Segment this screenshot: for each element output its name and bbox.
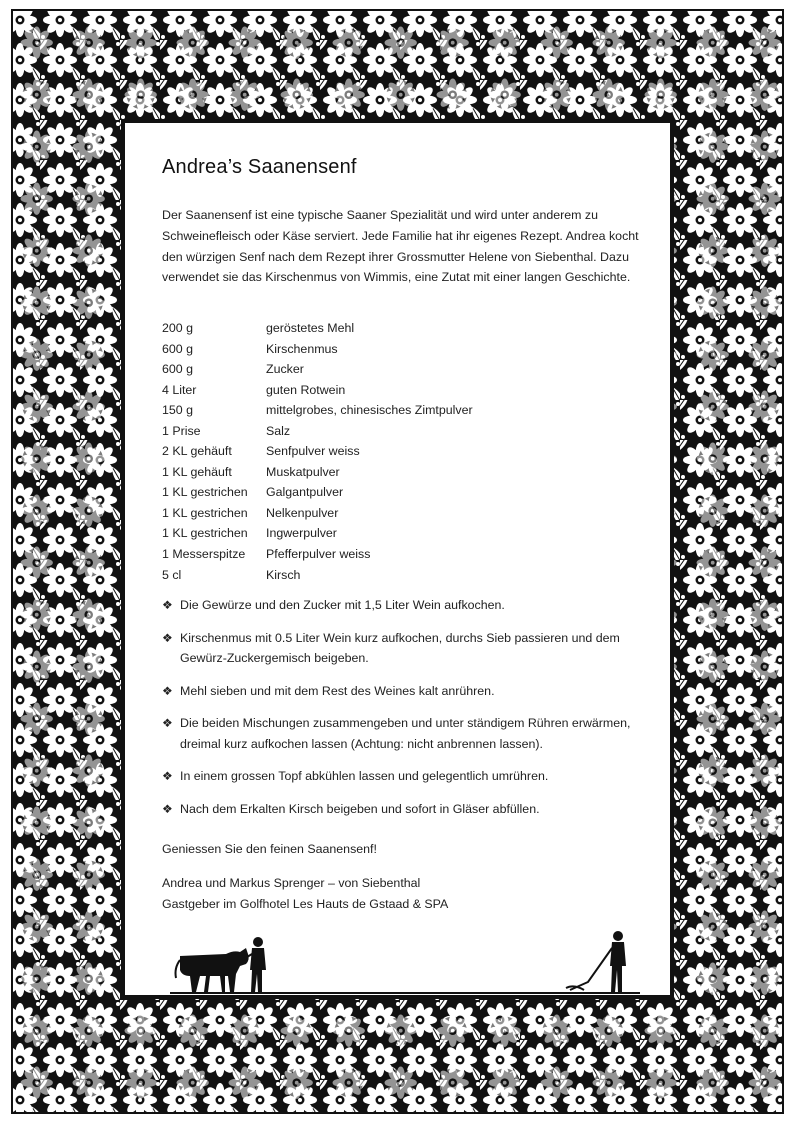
diamond-bullet-icon: ❖: [162, 801, 173, 816]
ingredient-name: Ingwerpulver: [266, 526, 337, 541]
ingredient-name: Kirschenmus: [266, 341, 338, 356]
ingredient-amount: 600 g: [162, 362, 194, 377]
diamond-bullet-icon: ❖: [162, 683, 173, 698]
ingredient-name: guten Rotwein: [266, 382, 346, 397]
ingredient-amount: 1 Messerspitze: [162, 547, 246, 562]
ingredient-row: [162, 421, 642, 442]
ingredient-name: Muskatpulver: [266, 464, 340, 479]
ingredient-row: [162, 380, 642, 401]
step-item: [162, 766, 642, 787]
ingredient-amount: 2 KL gehäuft: [162, 444, 232, 459]
ingredient-row: [162, 503, 642, 524]
ingredient-row: [162, 359, 642, 380]
ingredient-name: Kirsch: [266, 567, 301, 582]
step-list: [162, 595, 642, 831]
ingredient-row: [162, 339, 642, 360]
recipe-title: Andrea’s Saanensenf: [162, 156, 357, 178]
signature-hotel: Gastgeber im Golfhotel Les Hauts de Gstaad & SPA: [162, 897, 449, 911]
step-text: Kirschenmus mit 0.5 Liter Wein kurz aufkochen, durchs Sieb passieren und dem Gewürz-Zuckergemisch beigeben.: [180, 630, 620, 665]
step-item: [162, 713, 642, 754]
step-text: Die Gewürze und den Zucker mit 1,5 Liter Wein aufkochen.: [180, 598, 505, 612]
ingredient-name: Senfpulver weiss: [266, 444, 360, 459]
ingredient-list: [162, 318, 642, 585]
ingredient-row: [162, 565, 642, 586]
step-item: [162, 595, 642, 616]
signature-names: Andrea und Markus Sprenger – von Siebenthal: [162, 876, 421, 890]
ingredient-name: Nelkenpulver: [266, 505, 339, 520]
ingredient-name: mittelgrobes, chinesisches Zimtpulver: [266, 403, 473, 418]
diamond-bullet-icon: ❖: [162, 716, 173, 730]
ingredient-row: [162, 544, 642, 565]
diamond-bullet-icon: ❖: [162, 630, 173, 645]
diamond-bullet-icon: ❖: [162, 769, 173, 783]
ingredient-name: Salz: [266, 423, 291, 438]
step-text: In einem grossen Topf abkühlen lassen und gelegentlich umrühren.: [180, 769, 549, 783]
step-item: [162, 628, 642, 669]
step-item: [162, 799, 642, 820]
ingredient-row: [162, 523, 642, 544]
diamond-bullet-icon: ❖: [162, 598, 173, 612]
step-text: Die beiden Mischungen zusammengeben und unter ständigem Rühren erwärmen, dreimal kurz aufkochen lassen (Achtung: nicht anbrennen lassen).: [180, 716, 631, 751]
ingredient-row: [162, 462, 642, 483]
recipe-intro: Der Saanensenf ist eine typische Saaner Spezialität und wird unter anderem zu Schweinefleisch oder Käse serviert. Jede Familie hat ihr eigenes Rezept. Andrea kocht den würzigen Senf nach dem Rezept ihrer Grossmutter Helene von Siebenthal. Dazu verwendet sie das Kirschenmus von Wimmis, eine Zutat mit einer langen Geschichte.: [162, 208, 639, 285]
ingredient-row: [162, 441, 642, 462]
step-text: Mehl sieben und mit dem Rest des Weines kalt anrühren.: [180, 683, 495, 698]
ingredient-name: Pfefferpulver weiss: [266, 547, 371, 562]
ingredient-amount: 1 Prise: [162, 423, 201, 438]
ingredient-amount: 1 KL gestrichen: [162, 485, 248, 500]
ingredient-amount: 1 KL gestrichen: [162, 505, 248, 520]
ingredient-name: Galgantpulver: [266, 485, 344, 500]
ingredient-name: Zucker: [266, 362, 304, 377]
farmer-scene-icon: [170, 930, 640, 1000]
ingredient-row: [162, 318, 642, 339]
ingredient-row: [162, 400, 642, 421]
ingredient-amount: 4 Liter: [162, 382, 197, 397]
ingredient-amount: 5 cl: [162, 567, 182, 582]
ingredient-amount: 200 g: [162, 321, 194, 335]
ingredient-amount: 600 g: [162, 341, 194, 356]
step-item: [162, 681, 642, 702]
ingredient-amount: 150 g: [162, 403, 194, 418]
ingredient-amount: 1 KL gestrichen: [162, 526, 248, 541]
ingredient-amount: 1 KL gehäuft: [162, 464, 232, 479]
ingredient-row: [162, 482, 642, 503]
signature: [162, 873, 448, 915]
closing-line: Geniessen Sie den feinen Saanensenf!: [162, 842, 377, 856]
step-text: Nach dem Erkalten Kirsch beigeben und sofort in Gläser abfüllen.: [180, 801, 540, 816]
ingredient-name: geröstetes Mehl: [266, 321, 355, 335]
